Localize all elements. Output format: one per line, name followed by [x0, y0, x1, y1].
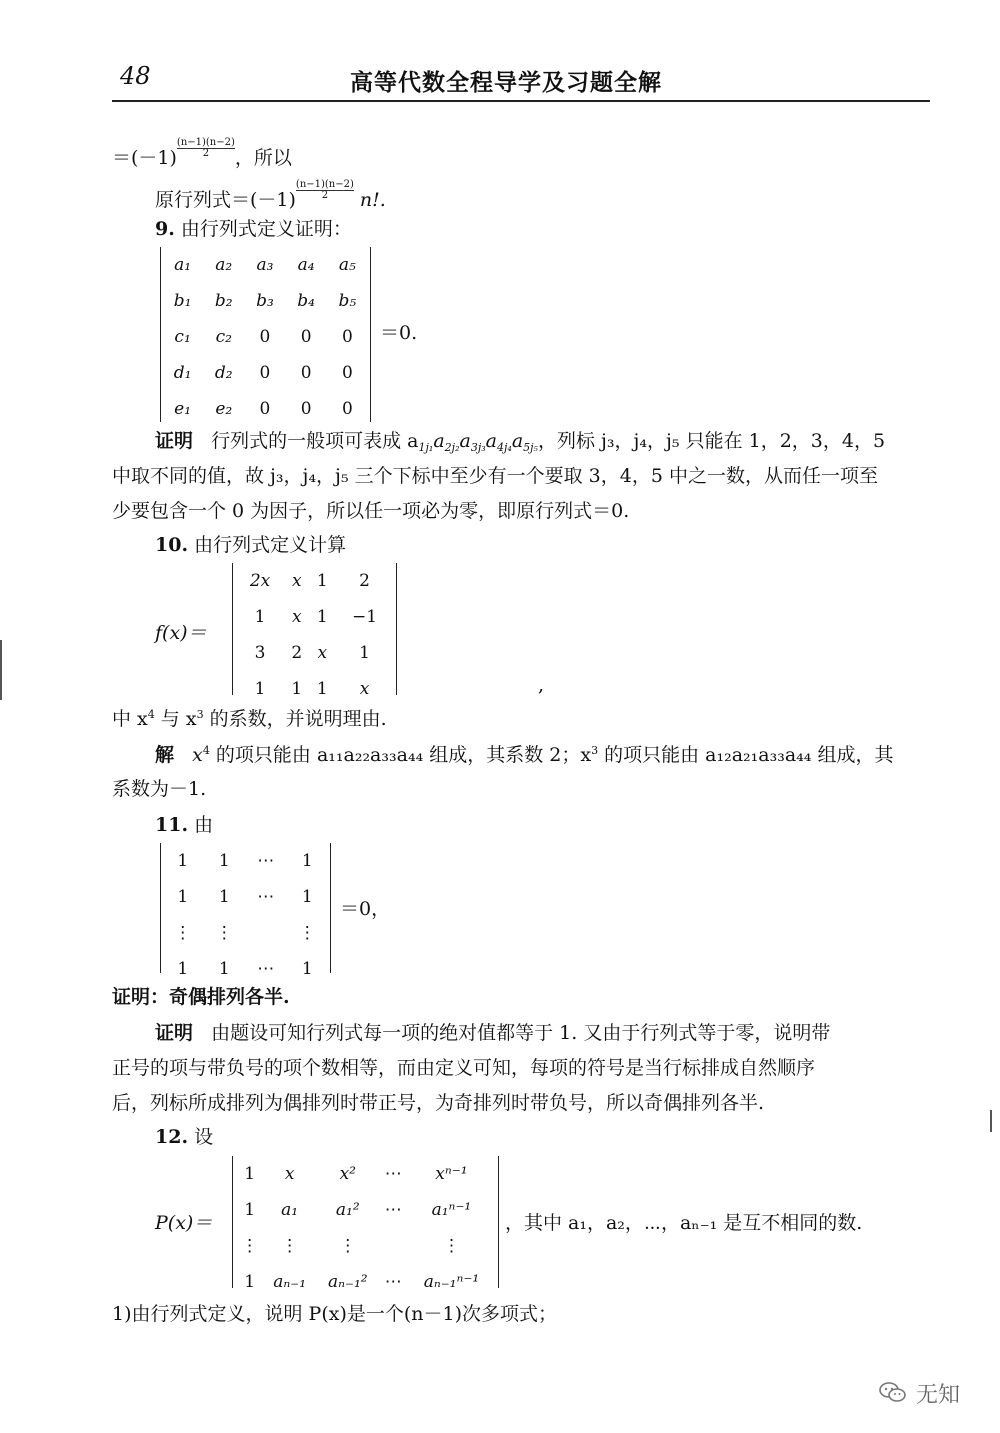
det9-cell: a₁ — [174, 255, 192, 275]
det10-cell: 3 — [254, 643, 266, 663]
problem-11-title — [155, 814, 213, 837]
det11-row — [162, 951, 328, 987]
det9-cell: d₂ — [214, 363, 233, 383]
proof-9-line-3: 少要包含一个 0 为因子，所以任一项必为零，即原行列式＝0. — [112, 500, 630, 522]
det10-row — [236, 635, 394, 671]
det12-row — [236, 1192, 496, 1228]
det11-cell: ⋮ — [174, 923, 192, 943]
det10-cell: 2x — [249, 571, 271, 591]
det9-cell: a₃ — [256, 255, 274, 275]
det10-left-bar — [232, 563, 233, 695]
det12-cell: 1 — [244, 1164, 256, 1184]
proof-11-line-1: 证明 由题设可知行列式每一项的绝对值都等于 1. 又由于行列式等于零，说明带 — [155, 1022, 831, 1044]
det11-right-bar — [330, 843, 331, 973]
det10-row — [236, 671, 394, 707]
det9-row — [162, 355, 368, 391]
det10-cell: 1 — [359, 643, 370, 663]
problem-12-title — [155, 1126, 213, 1149]
header-rule — [112, 100, 930, 102]
running-header-title: 高等代数全程导学及习题全解 — [350, 70, 662, 96]
det12-cell: ⋯ — [384, 1164, 402, 1184]
problem-12-number: 12. — [155, 1126, 189, 1148]
det12-cell — [380, 1228, 407, 1264]
det11-cell: 1 — [301, 959, 313, 979]
solution-10-label: 解 — [155, 744, 175, 766]
det12-cell: ⋮ — [281, 1236, 299, 1256]
watermark-text: 无知 — [915, 1383, 960, 1408]
det10-comma: , — [538, 674, 545, 696]
problem-9-number: 9. — [155, 218, 175, 240]
problem-12-question-1: 1)由行列式定义，说明 P(x)是一个(n－1)次多项式； — [112, 1303, 558, 1325]
det11-cell: ⋯ — [257, 959, 275, 979]
det9-cell: 0 — [300, 363, 312, 383]
det9-cell: c₂ — [215, 327, 232, 347]
proof-11-line-3: 后，列标所成排列为偶排列时带正号，为奇排列时带负号，所以奇偶排列各半. — [112, 1092, 765, 1114]
det9-cell: 0 — [259, 363, 271, 383]
det11-cell: 1 — [301, 851, 313, 871]
det11-cell: ⋮ — [298, 923, 316, 943]
det9-cell: 0 — [300, 399, 312, 419]
det9-cell: 0 — [300, 327, 312, 347]
wechat-icon — [878, 1380, 908, 1404]
det9-cell: 0 — [341, 327, 353, 347]
det10-cell: 1 — [291, 679, 303, 699]
problem-9-title — [155, 218, 352, 241]
det9-left-bar — [160, 247, 161, 422]
eq1-exponent: $\frac{(n-1)(n-2)}{2}$ — [176, 137, 235, 159]
eq1-tail: ，所以 — [234, 147, 292, 169]
det9-cell: 0 — [341, 363, 353, 383]
det10-cell: x — [317, 643, 328, 663]
page-number: 48 — [120, 62, 151, 90]
det12-cell: ⋮ — [339, 1236, 357, 1256]
problem-11-number: 11. — [155, 814, 189, 836]
det9-right-bar — [370, 247, 371, 422]
det11-grid — [162, 843, 328, 987]
scan-edge-mark-right — [990, 1110, 992, 1132]
det10-right-bar — [396, 563, 397, 695]
det9-row — [162, 391, 368, 427]
det11-row — [162, 879, 328, 915]
det10-cell: 2 — [291, 643, 303, 663]
det10-cell: 1 — [316, 607, 328, 627]
det12-cell: x — [284, 1164, 295, 1184]
det10-cell: 1 — [316, 571, 328, 591]
det9-cell: 0 — [341, 399, 353, 419]
det11-cell: ⋯ — [257, 851, 275, 871]
proof-11-label: 证明 — [155, 1022, 194, 1044]
det9-cell: e₁ — [174, 399, 192, 419]
det12-cell: ⋯ — [384, 1200, 402, 1220]
det9-row — [162, 283, 368, 319]
det9-cell: 0 — [259, 327, 271, 347]
det9-cell: b₃ — [256, 291, 274, 311]
proof-11-line-2: 正号的项与带负号的项个数相等，而由定义可知，每项的符号是当行标排成自然顺序 — [112, 1057, 816, 1079]
problem-11-claim: 证明：奇偶排列各半. — [112, 986, 290, 1008]
det11-row — [162, 843, 328, 879]
det10-cell: x — [291, 571, 302, 591]
det12-grid — [236, 1156, 496, 1300]
det9-row — [162, 247, 368, 283]
det11-cell: 1 — [218, 959, 230, 979]
problem-12-text: 设 — [194, 1126, 214, 1148]
det11-cell: ⋯ — [257, 887, 275, 907]
problem-9-text: 由行列式定义证明： — [180, 218, 352, 240]
det9-cell: b₅ — [338, 291, 357, 311]
det12-cell: a₁ — [281, 1200, 299, 1220]
det9-cell: c₁ — [174, 327, 191, 347]
det12-row — [236, 1264, 496, 1300]
scan-edge-mark — [0, 640, 2, 700]
det12-lhs: P(x)＝ — [155, 1212, 213, 1234]
determinant-11 — [160, 843, 335, 979]
eq2-tail: n!. — [353, 189, 386, 211]
det11-cell: 1 — [177, 851, 189, 871]
det11-cell: 1 — [177, 887, 189, 907]
equation-line-1 — [112, 138, 292, 170]
det9-rhs: ＝0. — [380, 322, 418, 344]
det12-cell: aₙ₋₁² — [327, 1272, 368, 1292]
problem-10-number: 10. — [155, 534, 189, 556]
equation-line-2 — [155, 180, 386, 212]
det12-row — [236, 1228, 496, 1264]
det12-cell: ⋯ — [384, 1272, 402, 1292]
determinant-12 — [232, 1156, 502, 1292]
det9-cell: a₄ — [297, 255, 315, 275]
det12-cell: a₁² — [335, 1200, 360, 1220]
det10-cell: 2 — [359, 571, 370, 591]
det12-right-bar — [498, 1156, 499, 1288]
det9-cell: d₁ — [173, 363, 192, 383]
det12-cell: x² — [339, 1164, 356, 1184]
det12-left-bar — [232, 1156, 233, 1288]
proof-9-label: 证明 — [155, 430, 194, 452]
det9-row — [162, 319, 368, 355]
det11-cell: 1 — [218, 887, 230, 907]
det10-cell: 1 — [316, 679, 328, 699]
eq2-base: 原行列式＝(－1) — [155, 189, 296, 211]
det12-cell: 1 — [244, 1272, 256, 1292]
det12-rhs: ，其中 a₁，a₂，⋯，aₙ₋₁ 是互不相同的数. — [505, 1212, 863, 1234]
det9-cell: b₁ — [173, 291, 192, 311]
det11-rhs: ＝0， — [340, 898, 391, 920]
det10-lhs: f(x)＝ — [155, 622, 207, 644]
det11-cell: 1 — [177, 959, 189, 979]
problem-10-text: 由行列式定义计算 — [194, 534, 347, 556]
solution-10-line-1: 解 $x^4$ 的项只能由 a₁₁a₂₂a₃₃a₄₄ 组成，其系数 2；$x^3$ 的项只能由 a₁₂a₂₁a₃₃a₄₄ 组成，其 — [155, 744, 894, 766]
det10-cell: x — [359, 679, 370, 699]
det10-row — [236, 563, 394, 599]
det12-cell: a₁ⁿ⁻¹ — [431, 1200, 472, 1220]
det12-row — [236, 1156, 496, 1192]
det9-cell: b₄ — [297, 291, 315, 311]
problem-11-text: 由 — [194, 814, 214, 836]
det12-cell: 1 — [244, 1200, 256, 1220]
det12-cell: ⋮ — [241, 1236, 259, 1256]
det12-cell: ⋮ — [442, 1236, 460, 1256]
solution-10-line-2: 系数为－1. — [112, 778, 207, 800]
determinant-10 — [232, 563, 400, 699]
det11-cell: 1 — [218, 851, 230, 871]
eq1-base: ＝(－1) — [112, 147, 177, 169]
problem-10-question: 中 $x^4$ 与 $x^3$ 的系数，并说明理由. — [112, 708, 387, 730]
det12-cell: aₙ₋₁ — [273, 1272, 307, 1292]
det12-cell: xⁿ⁻¹ — [435, 1164, 468, 1184]
det12-cell: aₙ₋₁ⁿ⁻¹ — [423, 1272, 480, 1292]
det10-cell: −1 — [351, 607, 378, 627]
det9-cell: e₂ — [215, 399, 233, 419]
det10-row — [236, 599, 394, 635]
det9-cell: b₂ — [214, 291, 233, 311]
problem-10-title — [155, 534, 346, 557]
det9-cell: a₅ — [338, 255, 356, 275]
proof-9-line-2: 中取不同的值，故 j₃，j₄，j₅ 三个下标中至少有一个要取 3，4，5 中之一数，从而任一项至 — [112, 465, 878, 487]
det10-cell: x — [291, 607, 302, 627]
det11-cell: ⋮ — [215, 923, 233, 943]
determinant-9 — [160, 247, 375, 422]
det10-cell: 1 — [254, 679, 266, 699]
det11-cell: 1 — [301, 887, 313, 907]
det9-cell: 0 — [259, 399, 271, 419]
det9-cell: a₂ — [215, 255, 233, 275]
det10-grid — [236, 563, 394, 707]
det10-cell: 1 — [254, 607, 266, 627]
det11-row — [162, 915, 328, 951]
det11-left-bar — [160, 843, 161, 973]
det11-cell — [245, 915, 287, 951]
det9-grid — [162, 247, 368, 427]
proof-9-line-1: 证明 行列式的一般项可表成 $a_{1j_1}a_{2j_2}a_{3j_3}a_{4j_4}a_{5j_5}$，列标 j₃，j₄，j₅ 只能在 1，2，3，4，5 — [155, 430, 886, 454]
eq2-exponent: $\frac{(n-1)(n-2)}{2}$ — [295, 179, 354, 201]
